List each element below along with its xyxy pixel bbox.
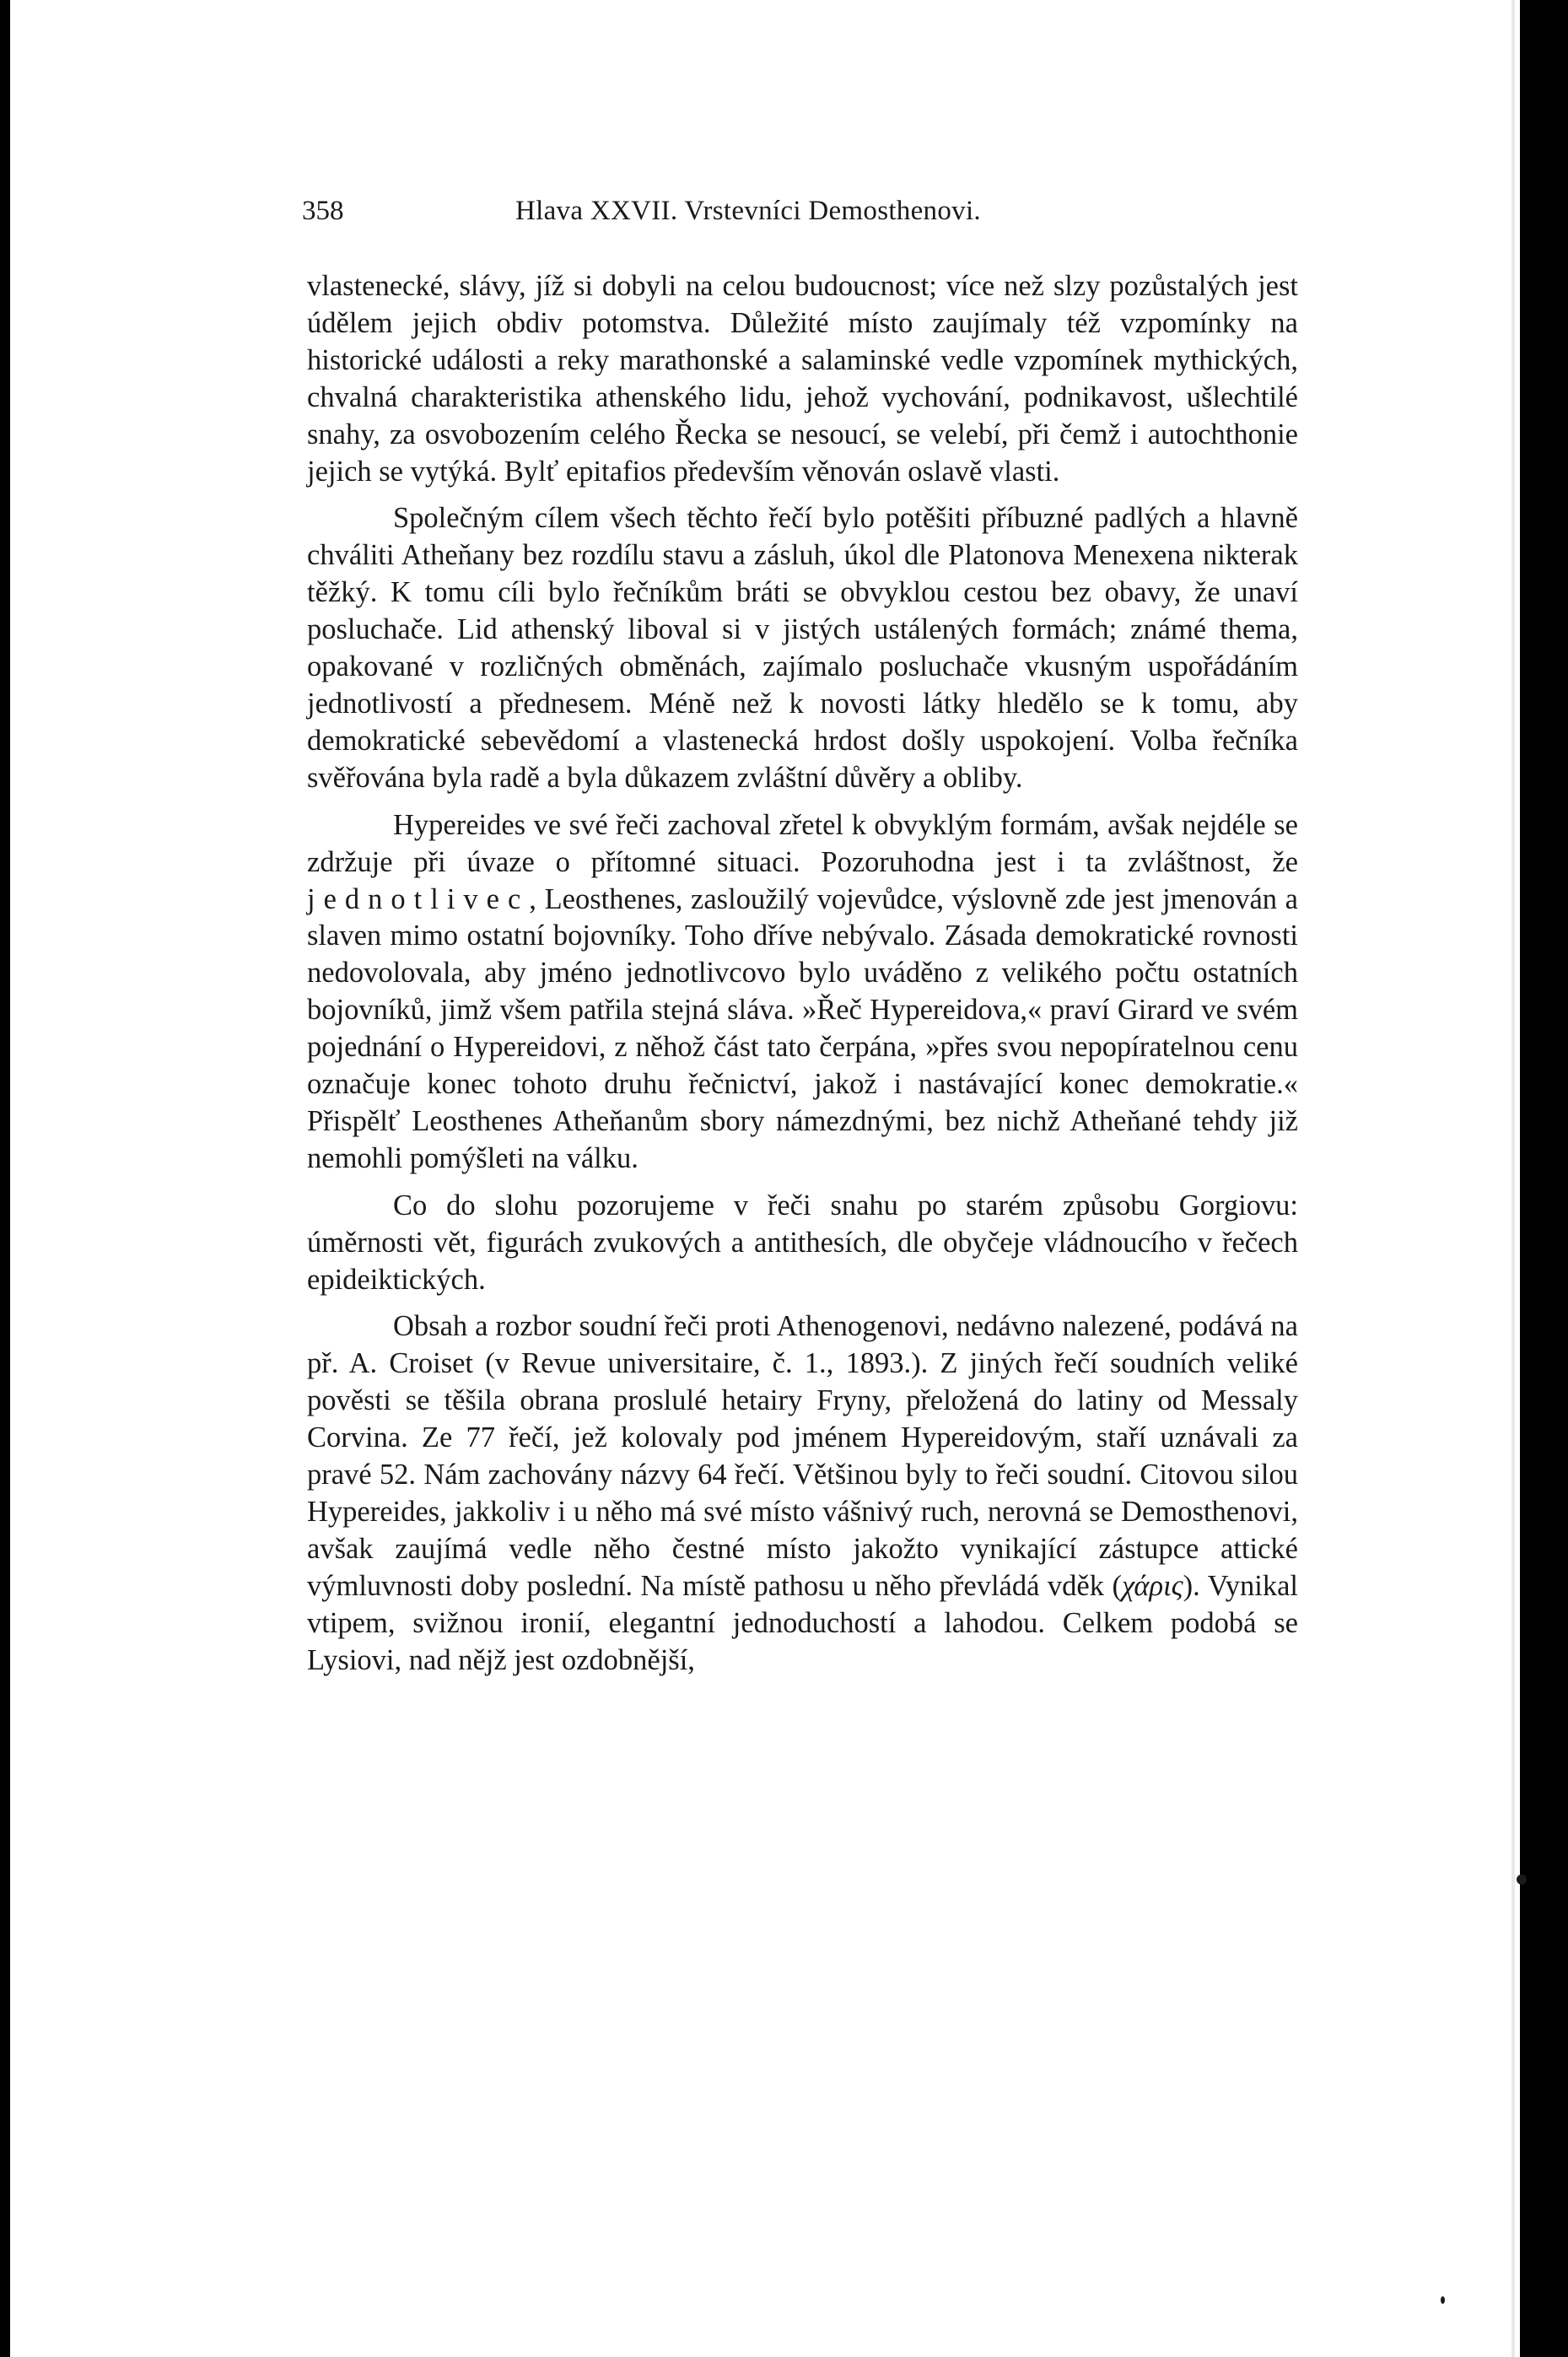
ink-dot xyxy=(1517,1874,1527,1885)
emphasized-word: jednotlivec xyxy=(307,882,530,915)
paragraph-4: Co do slohu pozorujeme v řeči snahu po starém způsobu Gorgiovu: úměrnosti vět, figurách zvukových a antithesích, dle obyčeje vládnoucího v řečech epideiktických. xyxy=(307,1189,1298,1296)
body-text xyxy=(307,268,1298,1680)
ink-speck xyxy=(1441,2296,1445,2304)
paragraph-3 xyxy=(307,807,1298,1178)
paragraph-3-part-b: , Leosthenes, zasloužilý vojevůdce, výslovně zde jest jmenován a slaven mimo ostatní bojovníky. Toho dříve nebývalo. Zásada demokratické rovnosti nedovolovala, aby jméno jednotlivcovo bylo uváděno z velikého počtu ostatních bojovníků, jimž všem patřila stejná sláva. »Řeč Hypereidova,« praví Girard ve svém pojednání o Hypereidovi, z něhož část tato čerpána, »přes svou nepopíratelnou cenu označuje konec tohoto druhu řečnictví, jakož i nastávající konec demokratie.« Přispělť Leosthenes Atheňanům sbory námezdnými, bez nichž Atheňané tehdy již nemohli pomýšleti na válku. xyxy=(307,882,1298,1174)
page-edge xyxy=(1511,0,1515,2357)
greek-word: χάρις xyxy=(1121,1569,1183,1602)
paragraph-5 xyxy=(307,1308,1298,1679)
paragraph-1: vlastenecké, slávy, jíž si dobyli na celou budoucnost; více než slzy pozůstalých jest údělem jejich obdiv potomstva. Důležité místo zaujímaly též vzpomínky na historické události a reky marathonské a salaminské vedle vzpomínek mythických, chvalná charakteristika athenského lidu, jehož vychování, podnikavost, ušlechtilé snahy, za osvobozením celého Řecka se nesoucí, se velebí, při čemž i autochthonie jejich se vytýká. Bylť epitafios především věnován oslavě vlasti. xyxy=(307,270,1298,488)
running-title: Hlava XXVII. Vrstevníci Demosthenovi. xyxy=(515,196,981,226)
scan-border xyxy=(1520,0,1568,2357)
paragraph-5-part-b: ). Vynikal vtipem, svižnou ironií, elegantní jednoduchostí a lahodou. Celkem podobá se Lysiovi, nad nějž jest ozdobnější, xyxy=(307,1569,1298,1676)
paragraph-3-part-a: Hypereides ve své řeči zachoval zřetel k obvyklým formám, avšak nejdéle se zdržuje při úvaze o přítomné situaci. Pozoruhodna jest i ta zvláštnost, že xyxy=(307,808,1298,878)
paragraph-5-part-a: Obsah a rozbor soudní řeči proti Athenogenovi, nedávno nalezené, podává na př. A. Croiset (v Revue universitaire, č. 1., 1893.). Z jiných řečí soudních veliké pověsti se těšila obrana proslulé hetairy Fryny, přeložená do latiny od Messaly Corvina. Ze 77 řečí, jež kolovaly pod jménem Hypereidovým, staří uznávali za pravé 52. Nám zachovány názvy 64 řečí. Většinou byly to řeči soudní. Citovou silou Hypereides, jakkoliv i u něho má své místo vášnivý ruch, nerovná se Demosthenovi, avšak zaujímá vedle něho čestné místo jakožto vynikající zástupce attické výmluvnosti doby poslední. Na místě pathosu u něho převládá vděk ( xyxy=(307,1310,1298,1602)
paragraph-2: Společným cílem všech těchto řečí bylo potěšiti příbuzné padlých a hlavně chváliti Atheňany bez rozdílu stavu a zásluh, úkol dle Platonova Menexena nikterak těžký. K tomu cíli bylo řečníkům bráti se obvyklou cestou bez obavy, že unaví posluchače. Lid athenský liboval si v jistých ustálených formách; známé thema, opakované v rozličných obměnách, zajímalo posluchače vkusným uspořádáním jednotlivostí a přednesem. Méně než k novosti látky hledělo se k tomu, aby demokratické sebevědomí a vlastenecká hrdost došly uspokojení. Volba řečníka svěřována byla radě a byla důkazem zvláštní důvěry a obliby. xyxy=(307,502,1298,794)
page-number: 358 xyxy=(302,196,344,226)
page-header xyxy=(302,196,1297,238)
